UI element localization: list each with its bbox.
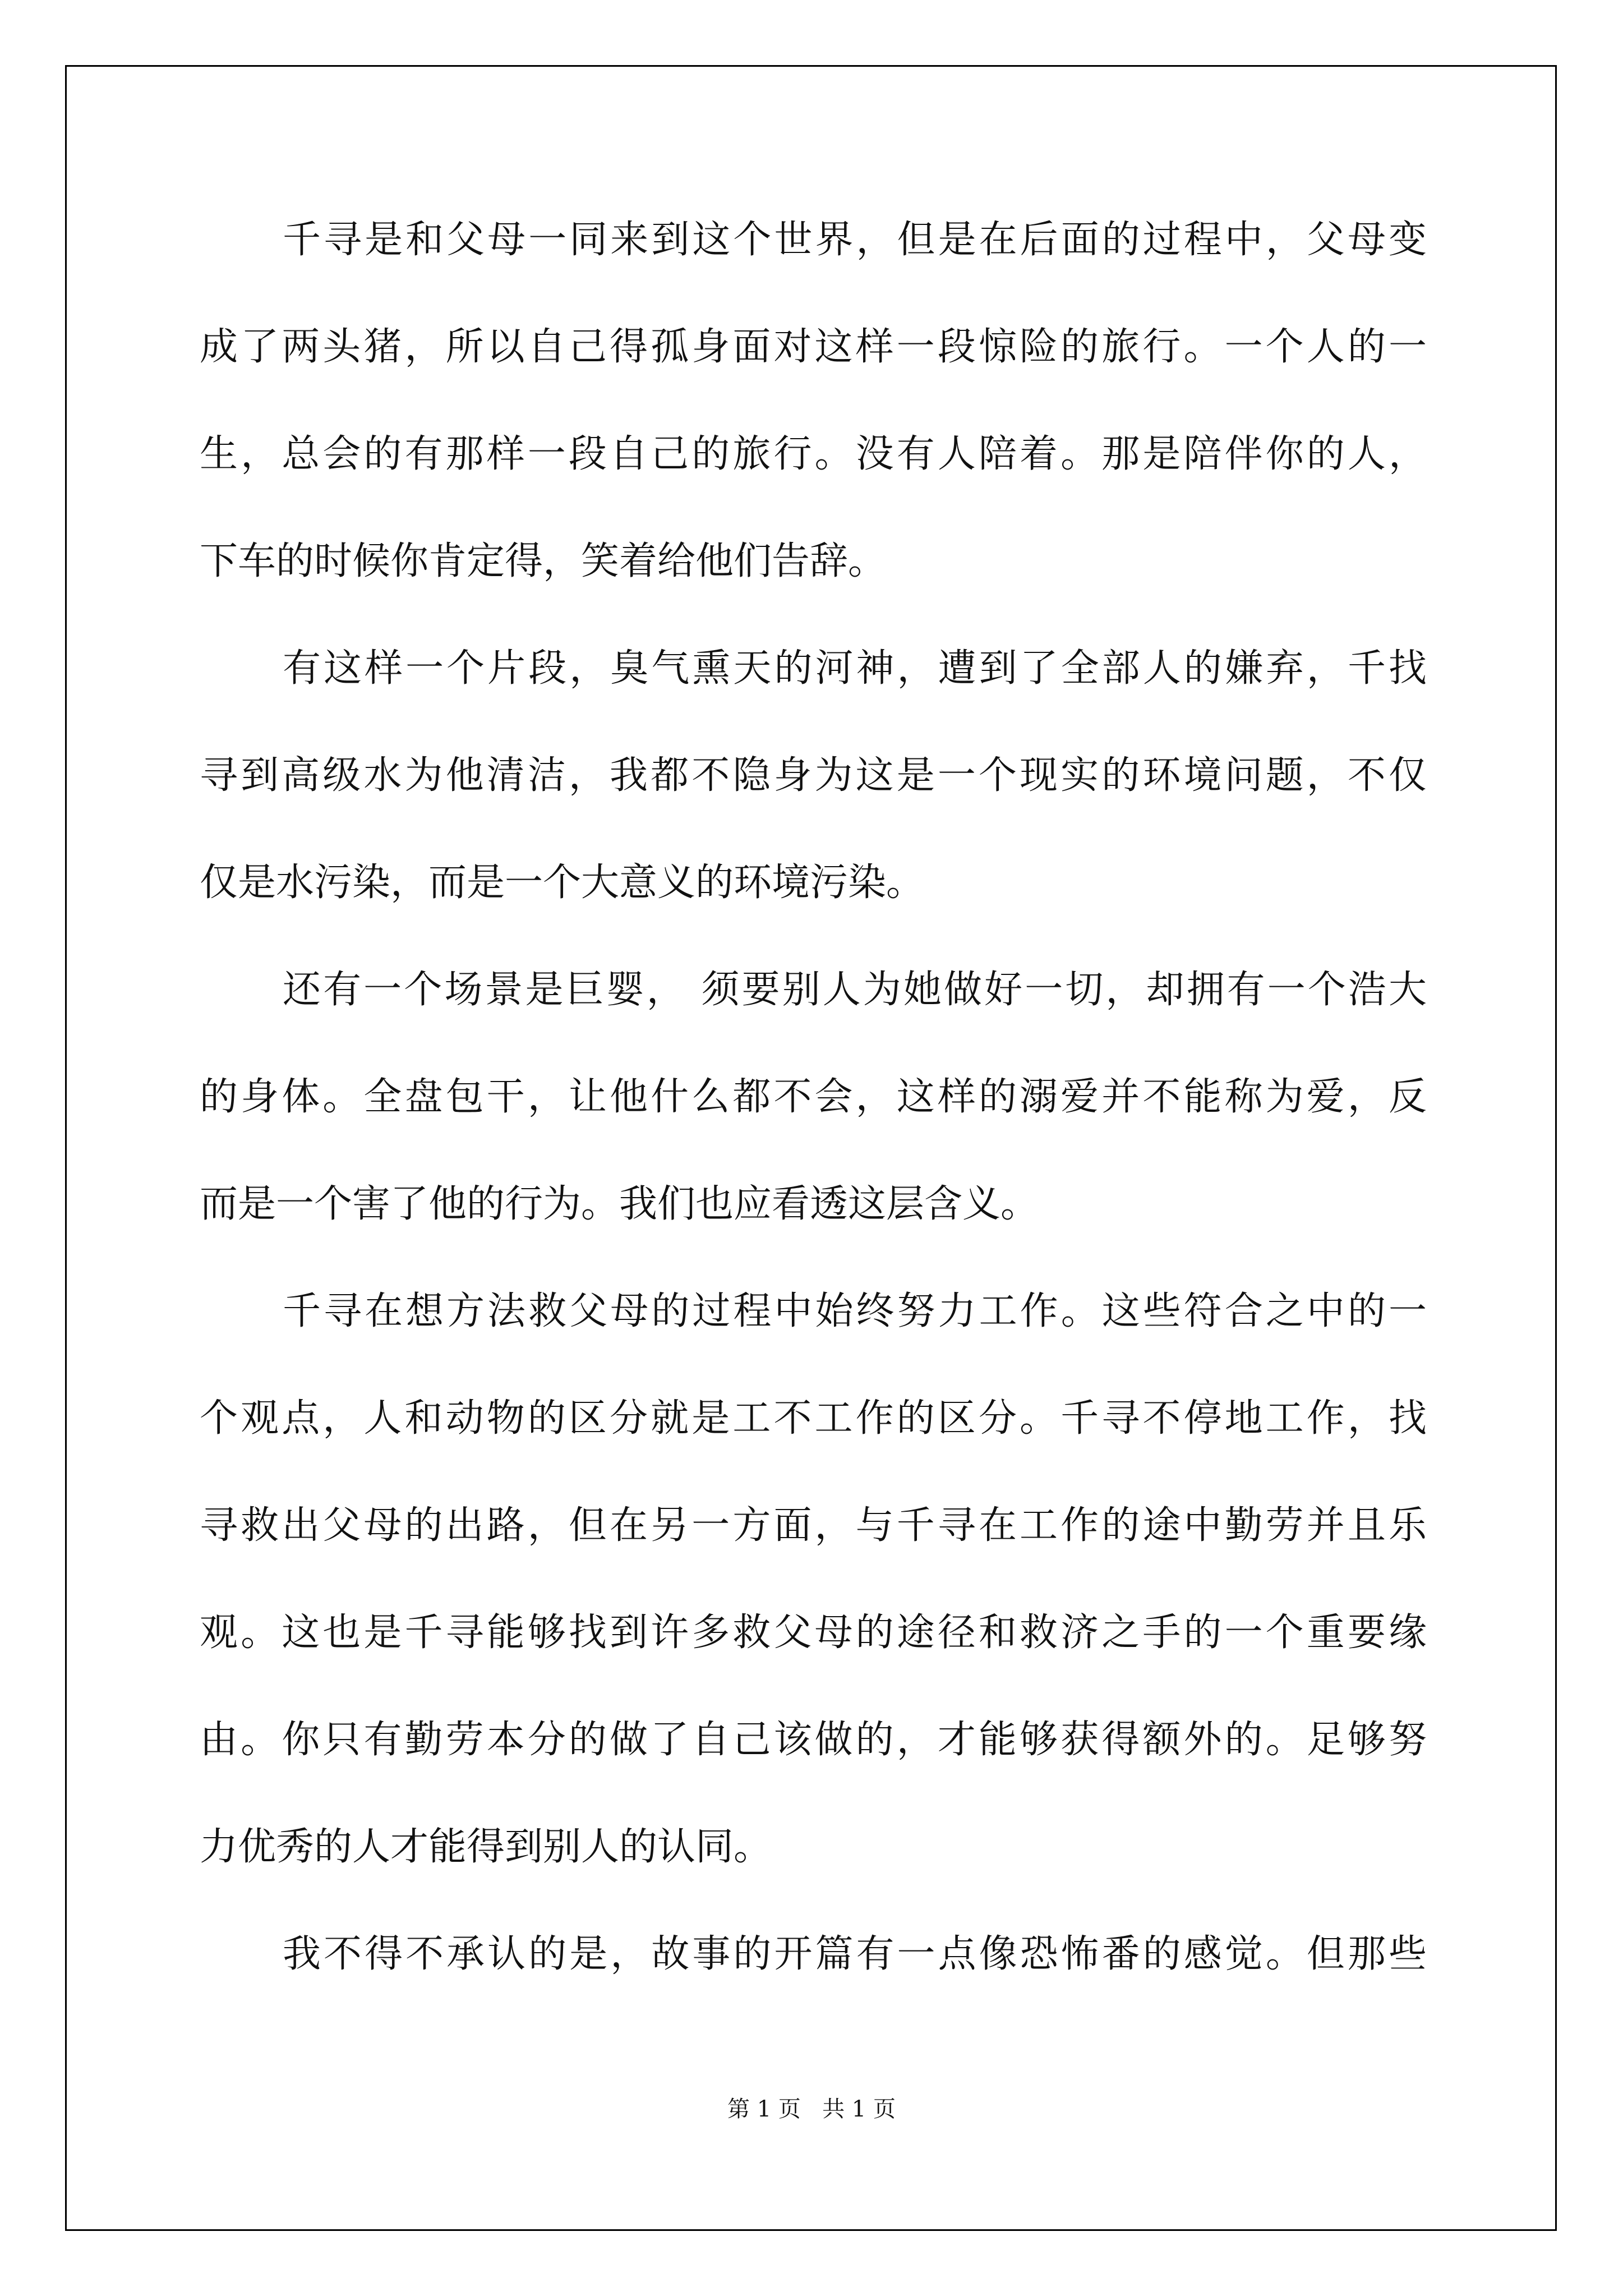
text-line: 力优秀的人才能得到别人的认同。: [200, 1825, 772, 1869]
text-line: 个观点，人和动物的区分就是工不工作的区分。千寻不停地工作，找: [200, 1396, 1427, 1441]
page-border: [65, 65, 1557, 2231]
text-line: 还有一个场景是巨婴， 须要别人为她做好一切，却拥有一个浩大: [283, 968, 1427, 1012]
text-line: 仅是水污染，而是一个大意义的环境污染。: [200, 861, 925, 905]
text-line: 生，总会的有那样一段自己的旅行。没有人陪着。那是陪伴你的人，: [200, 432, 1427, 476]
text-line: 千寻是和父母一同来到这个世界，但是在后面的过程中，父母变: [283, 218, 1427, 262]
text-line: 的身体。全盘包干，让他什么都不会，这样的溺爱并不能称为爱，反: [200, 1075, 1427, 1119]
text-line: 寻到高级水为他清洁，我都不隐身为这是一个现实的环境问题，不仅: [200, 753, 1427, 798]
text-line: 有这样一个片段，臭气熏天的河神，遭到了全部人的嫌弃，千找: [283, 646, 1427, 691]
text-line: 由。你只有勤劳本分的做了自己该做的，才能够获得额外的。足够努: [200, 1718, 1427, 1762]
text-line: 千寻在想方法救父母的过程中始终努力工作。这些符合之中的一: [283, 1289, 1427, 1333]
page-footer: 第 1 页 共 1 页: [727, 2096, 896, 2122]
text-line: 而是一个害了他的行为。我们也应看透这层含义。: [200, 1182, 1039, 1226]
text-line: 下车的时候你肯定得，笑着给他们告辞。: [200, 539, 887, 583]
text-line: 寻救出父母的出路，但在另一方面，与千寻在工作的途中勤劳并且乐: [200, 1503, 1427, 1548]
text-line: 观。这也是千寻能够找到许多救父母的途径和救济之手的一个重要缘: [200, 1611, 1427, 1655]
text-line: 我不得不承认的是，故事的开篇有一点像恐怖番的感觉。但那些: [283, 1932, 1427, 1976]
text-line: 成了两头猪，所以自己得孤身面对这样一段惊险的旅行。一个人的一: [200, 325, 1427, 369]
